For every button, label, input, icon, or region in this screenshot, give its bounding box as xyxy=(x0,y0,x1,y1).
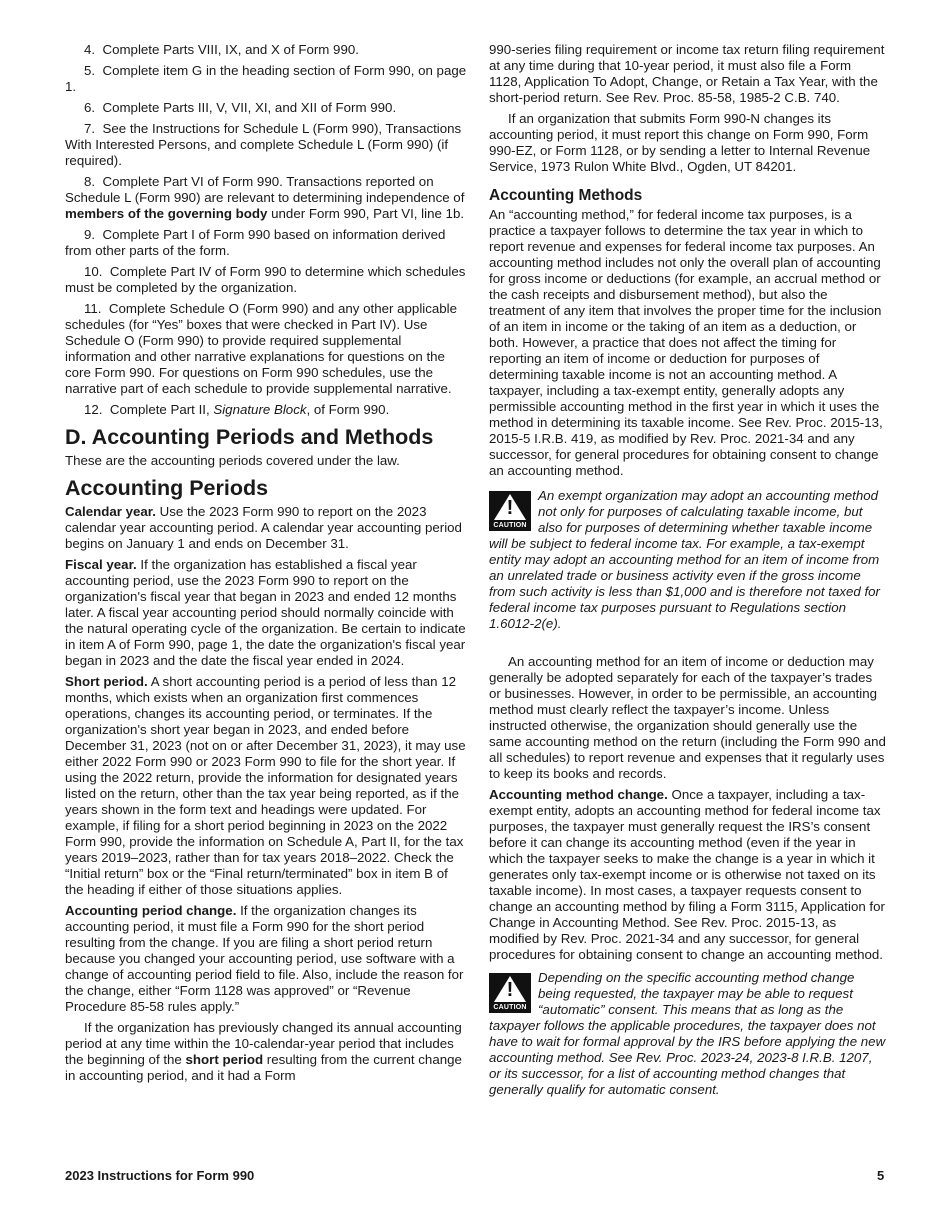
caution-icon: ! CAUTION xyxy=(489,491,531,531)
caution-icon: ! CAUTION xyxy=(489,973,531,1013)
list-item: 7. See the Instructions for Schedule L (Form 990), Transactions With Interested Persons, and complete Schedule L (Form 990) (if required). xyxy=(65,121,462,168)
methods-paragraph: An “accounting method,” for federal income tax purposes, is a practice a taxpayer follows to determine the tax year in which to report revenue and expenses for federal income tax purposes. An accounting method includes not only the overall plan of accounting for gross income or deductions (for example, an accrual method or the cash receipts and disbursement method), but also the treatment of any item that involves the proper time for the inclusion of an item in income or the taking of an item as a deduction, or both. However, a practice that does not affect the timing for reporting an item of income or deduction for purposes of determining taxable income is not an accounting method. A taxpayer, including a tax-exempt entity, generally adopts any permissible accounting method in the first year in which it uses the method in determining its taxable income. See Rev. Proc. 2015-13, 2015-5 I.R.B. 419, as modified by Rev. Proc. 2021-34 and any successor, for general procedures for obtaining consent to change an accounting method. xyxy=(489,207,883,478)
method-change-paragraph: Accounting method change. Once a taxpayer, including a tax-exempt entity, adopts an accounting method for federal income tax purposes, the taxpayer must generally request the IRS’s consent before it can change its accounting method (even if the year in which the taxpayer seeks to make the change is a year in which it generates only tax-exempt income or is otherwise not taxed on its taxable income). In most cases, a taxpayer requests consent to change an accounting method by filing a Form 3115, Application for Change in Accounting Method. See Rev. Proc. 2015-13, as modified by Rev. Proc. 2021-34 and any successor, for general procedures for obtaining consent to change an accounting method. xyxy=(489,787,885,962)
previous-change-paragraph: If the organization has previously changed its annual accounting period at any time within the 10-calendar-year period that includes the beginning of the short period resulting from the current change in accounting period, and it had a Form xyxy=(65,1020,462,1083)
separate-method-paragraph: An accounting method for an item of income or deduction may generally be adopted separately for each of the taxpayer’s trades or businesses. However, in order to be permissible, an accounting method must clearly reflect the taxpayer’s income. Unless instructed otherwise, the organization should generally use the same accounting method on the return (including the Form 990 and all schedules) to report revenue and expenses that it regularly uses to keep its books and records. xyxy=(489,654,886,781)
list-item: 5. Complete item G in the heading section of Form 990, on page 1. xyxy=(65,63,467,94)
list-item: 6. Complete Parts III, V, VII, XI, and XII of Form 990. xyxy=(84,100,397,115)
right-column xyxy=(489,42,887,1120)
subsection-heading: Accounting Periods xyxy=(65,476,269,500)
continued-paragraph: 990-series filing requirement or income tax return filing requirement at any time during that 10-year period, it must also file a Form 1128, Application To Adopt, Change, or Retain a Tax Year, with the short-period return. See Rev. Proc. 85-58, 1985-2 C.B. 740. xyxy=(489,42,885,105)
list-item: 8. Complete Part VI of Form 990. Transactions reported on Schedule L (Form 990) are relevant to determining independence of members of the governing body under Form 990, Part VI, line 1b. xyxy=(65,174,465,221)
section-heading: D. Accounting Periods and Methods xyxy=(65,425,434,449)
short-period-paragraph: Short period. A short accounting period is a period of less than 12 months, which exists when an organization first commences operations, changes its accounting period, or terminates. If the organization's short year began in 2023, and ended before December 31, 2023 (not on or after December 31, 2023), it may use either 2022 Form 990 or 2023 Form 990 to file for the short year. If using the 2022 return, provide the information for designated years listed on the return, other than the tax year being reported, as if the years shown in the form text and headings were updated. For example, if filing for a short period beginning in 2023 on the 2022 Form 990, provide the information on Schedule A, Part II, for the tax years 2019–2023, rather than for tax years 2018–2022. Check the “Initial return” box or the “Final return/terminated” box in item B of the heading if either of those situations applies. xyxy=(65,674,466,897)
list-item: 4. Complete Parts VIII, IX, and X of Form 990. xyxy=(84,42,359,57)
list-item: 9. Complete Part I of Form 990 based on information derived from other parts of the form. xyxy=(65,227,446,258)
caution-note: ! CAUTION Depending on the specific accounting method change being requested, the taxpayer may be able to request “automatic” consent. This means that as long as the taxpayer follows the applicable procedures, the taxpayer does not have to wait for formal approval by the IRS before applying the new accounting method. See Rev. Proc. 2023-24, 2023-8 I.R.B. 1207, or its successor, for a list of accounting method changes that generally qualify for automatic consent. xyxy=(489,970,886,1097)
period-change-paragraph: Accounting period change. If the organization changes its accounting period, it must file a Form 990 for the short period resulting from the change. If you are filing a short period return because you changed your accounting period, use software with a change of accounting period field to file. Also, include the reason for the change, either “Form 1128 was approved” or “Revenue Procedure 85-58 rules apply.” xyxy=(65,903,464,1014)
subsection-heading: Accounting Methods xyxy=(489,187,643,204)
form-990n-paragraph: If an organization that submits Form 990-N changes its accounting period, it must report this change on Form 990, Form 990-EZ, or Form 1128, or by sending a letter to Internal Revenue Service, 1973 Rulon White Blvd., Ogden, UT 84201. xyxy=(489,111,871,174)
list-item: 11. Complete Schedule O (Form 990) and any other applicable schedules (for “Yes” boxes that were checked in Part IV). Use Schedule O (Form 990) to provide required supplemental information and other narrative explanations for questions on the core Form 990. For questions on Form 990 schedules, use the narrative part of each schedule to provide supplemental narrative. xyxy=(65,301,458,396)
list-item: 12. Complete Part II, Signature Block, of Form 990. xyxy=(84,402,390,417)
left-column xyxy=(65,42,467,1089)
intro-text: These are the accounting periods covered under the law. xyxy=(65,453,400,468)
fiscal-year-paragraph: Fiscal year. If the organization has established a fiscal year accounting period, use the 2023 Form 990 to report on the organization's fiscal year that began in 2023 and ended 12 months later. A fiscal year accounting period should normally coincide with the natural operating cycle of the organization. Be certain to indicate in item A of Form 990, page 1, the date the organization's fiscal year began in 2023 and the date the fiscal year ended in 2024. xyxy=(65,557,466,668)
footer-title: 2023 Instructions for Form 990 xyxy=(65,1168,255,1183)
list-item: 10. Complete Part IV of Form 990 to determine which schedules must be completed by the organization. xyxy=(65,264,466,295)
caution-note: ! CAUTION An exempt organization may adopt an accounting method not only for purposes of calculating taxable income, but also for purposes of determining whether taxable income will be subject to federal income tax. For example, a tax-exempt entity may adopt an accounting method for an item of income from an unrelated trade or business activity even if the gross income from such activity is less than $1,000 and is therefore not taxed for federal income tax purposes pursuant to Regulations section 1.6012-2(e). xyxy=(489,488,880,631)
page-number: 5 xyxy=(877,1168,885,1183)
calendar-year-paragraph: Calendar year. Use the 2023 Form 990 to report on the 2023 calendar year accounting period. A calendar year accounting period begins on January 1 and ends on December 31. xyxy=(65,504,462,551)
